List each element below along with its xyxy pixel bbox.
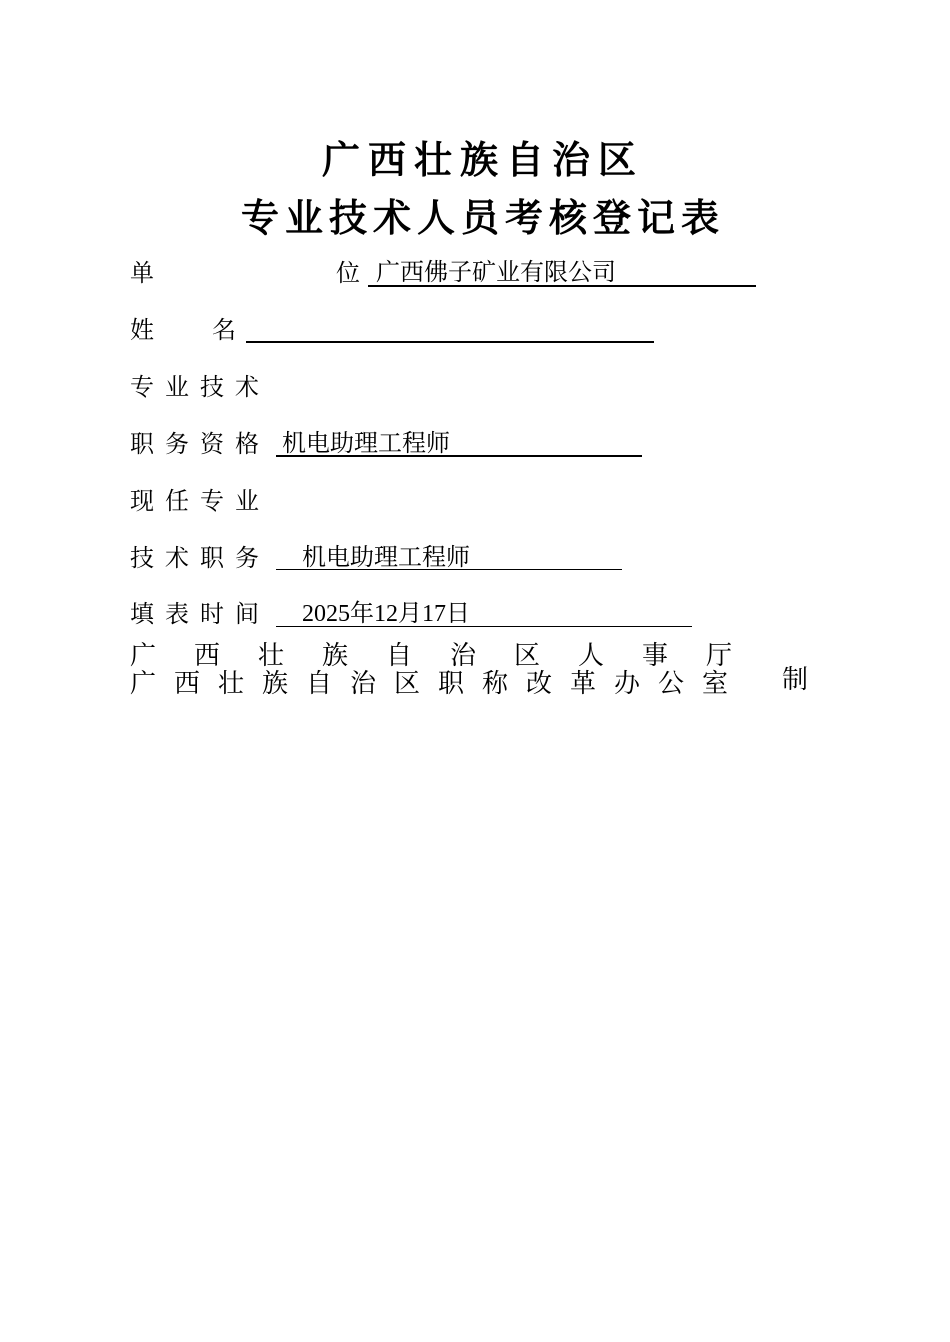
- unit-row: [130, 257, 770, 289]
- position-row: [130, 542, 640, 574]
- issuer2-char: 革: [570, 669, 597, 699]
- form-title-region: 广西壮族自治区: [321, 138, 644, 182]
- issuer2-char: 职: [438, 669, 465, 699]
- name-label-end: 名: [212, 316, 244, 344]
- issuer2-char: 区: [394, 669, 421, 699]
- issuer2-char: 族: [262, 669, 289, 699]
- unit-value[interactable]: 广西佛子矿业有限公司: [376, 260, 616, 286]
- issuer2-char: 称: [482, 669, 509, 699]
- tech-row: [130, 371, 290, 403]
- issuer-suffix: 制: [782, 665, 809, 695]
- date-label: 填表时间: [130, 600, 270, 628]
- issuer-line-1: [130, 642, 750, 670]
- issuer1-char: 自: [386, 641, 413, 671]
- issuer2-char: 西: [174, 669, 201, 699]
- qualification-label: 职务资格: [130, 430, 270, 458]
- issuer2-char: 公: [658, 669, 685, 699]
- date-value[interactable]: 2025年12月17日: [302, 601, 470, 627]
- unit-label-end: 位: [336, 259, 368, 287]
- name-row: [130, 314, 670, 346]
- name-label-start: 姓: [130, 316, 162, 344]
- qualification-underline: [276, 455, 642, 457]
- qualification-value[interactable]: 机电助理工程师: [282, 431, 450, 457]
- issuer2-char: 改: [526, 669, 553, 699]
- current-row: [130, 485, 290, 517]
- issuer2-char: 办: [614, 669, 641, 699]
- form-title-main: 专业技术人员考核登记表: [240, 196, 725, 240]
- issuer1-char: 区: [514, 641, 541, 671]
- issuer2-char: 广: [130, 669, 157, 699]
- position-underline: [276, 569, 622, 570]
- unit-label-start: 单: [130, 259, 162, 287]
- tech-label: 专业技术: [130, 373, 270, 401]
- unit-underline: [368, 285, 756, 287]
- issuer2-char: 壮: [218, 669, 245, 699]
- issuer1-char: 西: [194, 641, 221, 671]
- issuer1-char: 治: [450, 641, 477, 671]
- issuer1-char: 族: [322, 641, 349, 671]
- issuer2-char: 治: [350, 669, 377, 699]
- current-label: 现任专业: [130, 487, 270, 515]
- qualification-row: [130, 428, 660, 460]
- issuer1-char: 事: [642, 641, 669, 671]
- date-row: [130, 598, 710, 630]
- name-underline: [246, 341, 654, 343]
- date-underline: [276, 626, 692, 627]
- issuer2-char: 自: [306, 669, 333, 699]
- position-label: 技术职务: [130, 544, 270, 572]
- issuer1-char: 人: [578, 641, 605, 671]
- issuer2-char: 室: [702, 669, 729, 699]
- issuer1-char: 广: [130, 641, 157, 671]
- issuer1-char: 壮: [258, 641, 285, 671]
- issuer1-char: 厅: [706, 641, 733, 671]
- position-value[interactable]: 机电助理工程师: [302, 545, 470, 571]
- issuer-line-2: [130, 665, 820, 699]
